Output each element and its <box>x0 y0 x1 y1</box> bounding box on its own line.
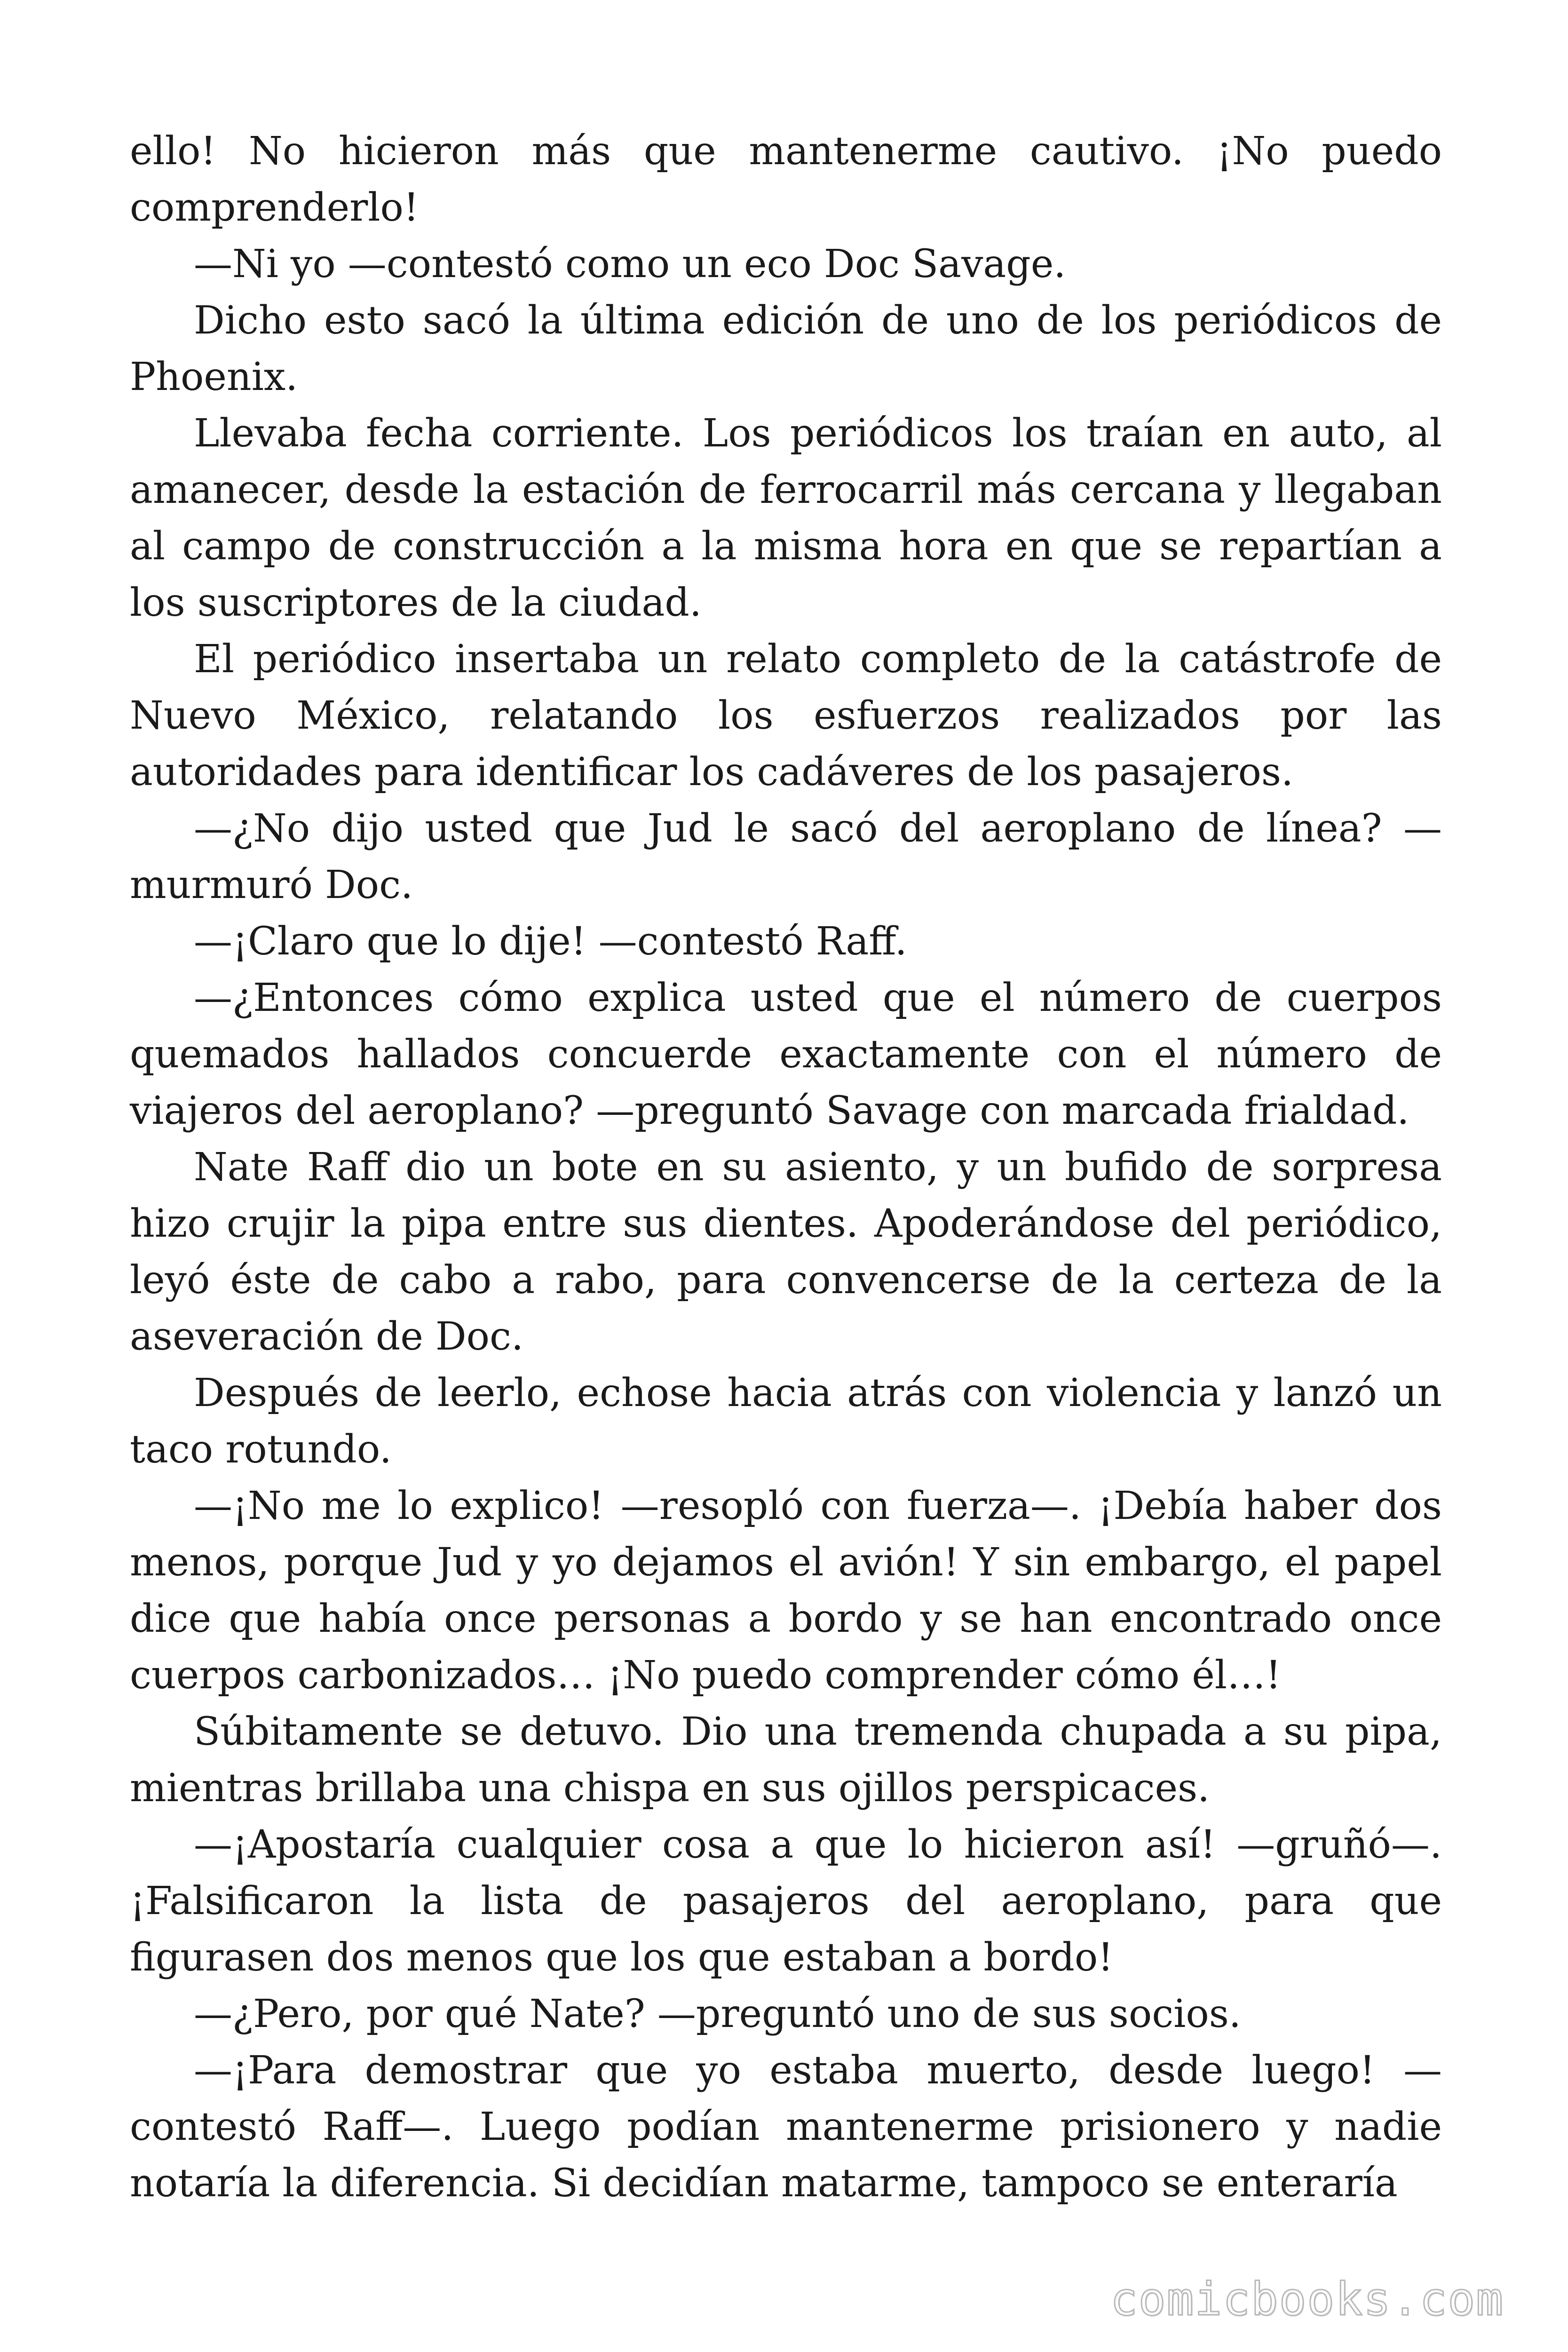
watermark: comicbooks.com <box>1110 2273 1504 2326</box>
paragraph-2: —Ni yo —contestó como un eco Doc Savage. <box>194 242 1066 286</box>
paragraph-11: —¡No me lo explico! —resopló con fuerza—. ¡Debía haber dos menos, porque Jud y yo dejamos el avión! Y sin embargo, el papel dice que había once personas a bordo y se han encontrado once cuerpos carbonizados… ¡No puedo comprender cómo él…! <box>130 1484 1442 1698</box>
paragraph-12: Súbitamente se detuvo. Dio una tremenda chupada a su pipa, mientras brillaba una chispa en sus ojillos perspicaces. <box>130 1709 1442 1811</box>
paragraph-10: Después de leerlo, echose hacia atrás con violencia y lanzó un taco rotundo. <box>130 1371 1442 1472</box>
paragraph-5: El periódico insertaba un relato completo de la catástrofe de Nuevo México, relatando los esfuerzos realizados por las autoridades para identificar los cadáveres de los pasajeros. <box>130 637 1442 795</box>
paragraph-14: —¿Pero, por qué Nate? —preguntó uno de sus socios. <box>194 1992 1241 2036</box>
paragraph-6: —¿No dijo usted que Jud le sacó del aeroplano de línea? —murmuró Doc. <box>130 806 1442 907</box>
body-text <box>130 123 1442 2212</box>
paragraph-7: —¡Claro que lo dije! —contestó Raff. <box>194 919 907 964</box>
paragraph-15: —¡Para demostrar que yo estaba muerto, desde luego! —contestó Raff—. Luego podían mantenerme prisionero y nadie notaría la diferencia. Si decidían matarme, tampoco se enteraría <box>130 2048 1442 2206</box>
paragraph-8: —¿Entonces cómo explica usted que el número de cuerpos quemados hallados concuerde exactamente con el número de viajeros del aeroplano? —preguntó Savage con marcada frialdad. <box>130 976 1442 1133</box>
paragraph-1: ello! No hicieron más que mantenerme cautivo. ¡No puedo comprenderlo! <box>130 129 1442 230</box>
paragraph-4: Llevaba fecha corriente. Los periódicos los traían en auto, al amanecer, desde la estación de ferrocarril más cercana y llegaban al campo de construcción a la misma hora en que se repartían a los suscriptores de la ciudad. <box>130 411 1442 625</box>
paragraph-13: —¡Apostaría cualquier cosa a que lo hicieron así! —gruñó—. ¡Falsificaron la lista de pasajeros del aeroplano, para que figurasen dos menos que los que estaban a bordo! <box>130 1822 1442 1980</box>
paragraph-3: Dicho esto sacó la última edición de uno de los periódicos de Phoenix. <box>130 298 1442 399</box>
paragraph-9: Nate Raff dio un bote en su asiento, y un bufido de sorpresa hizo crujir la pipa entre sus dientes. Apoderándose del periódico, leyó éste de cabo a rabo, para convencerse de la certeza de la aseveración de Doc. <box>130 1145 1442 1359</box>
